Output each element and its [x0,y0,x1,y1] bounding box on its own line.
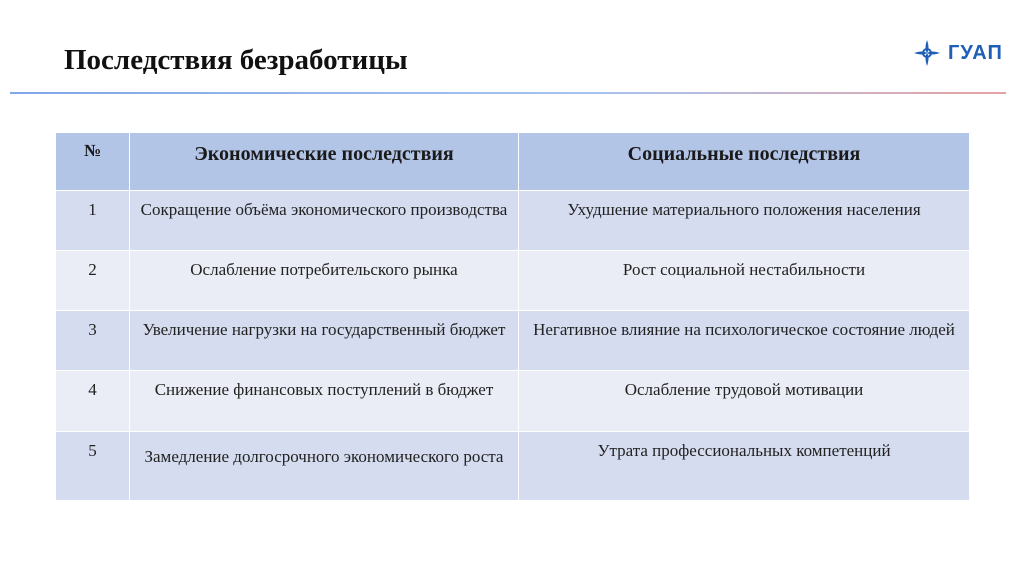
row-num: 3 [56,311,130,371]
economic-cell: Увеличение нагрузки на государственный бюджет [130,311,519,371]
table-header-row [56,133,970,191]
title-divider [10,92,1006,94]
table-row [56,251,970,311]
guap-logo [912,38,1003,68]
economic-cell: Снижение финансовых поступлений в бюджет [130,371,519,432]
consequences-table [55,132,970,501]
social-cell: Утрата профессиональных компетенций [519,432,970,501]
row-num: 1 [56,191,130,251]
economic-cell: Ослабление потребительского рынка [130,251,519,311]
table-row [56,191,970,251]
economic-cell: Сокращение объёма экономического производства [130,191,519,251]
social-cell: Негативное влияние на психологическое состояние людей [519,311,970,371]
logo-text: ГУАП [948,41,1003,64]
social-cell: Рост социальной нестабильности [519,251,970,311]
header-num: № [56,133,130,191]
guap-logo-icon [912,38,942,68]
table-row [56,432,970,501]
row-num: 4 [56,371,130,432]
table-row [56,371,970,432]
header-social: Социальные последствия [519,133,970,191]
slide-title: Последствия безработицы [64,44,408,76]
table-row [56,311,970,371]
row-num: 5 [56,432,130,501]
row-num: 2 [56,251,130,311]
social-cell: Ухудшение материального положения населения [519,191,970,251]
header-economic: Экономические последствия [130,133,519,191]
economic-cell: Замедление долгосрочного экономического роста [130,432,519,501]
social-cell: Ослабление трудовой мотивации [519,371,970,432]
